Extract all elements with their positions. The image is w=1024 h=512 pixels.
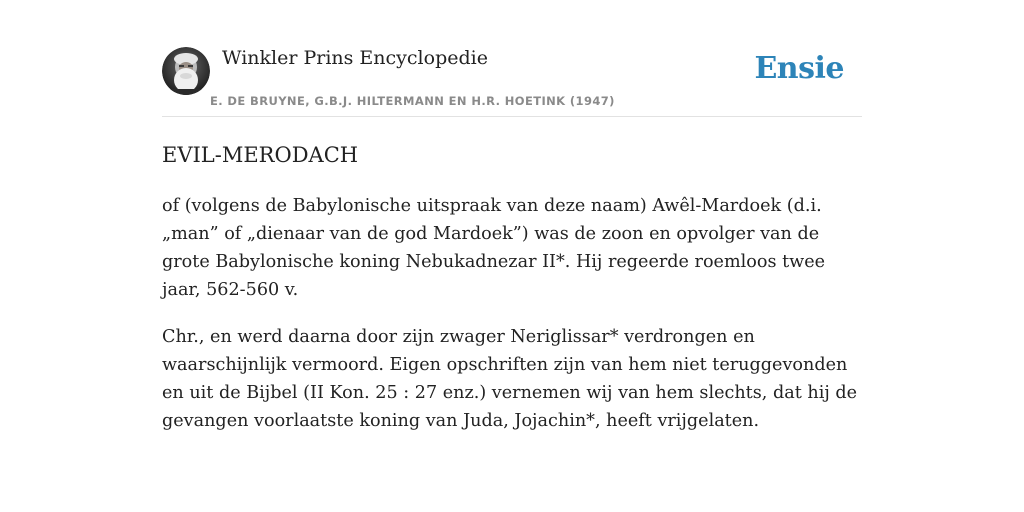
entry-paragraph: Chr., en werd daarna door zijn zwager Neriglissar* verdrongen en waarschijnlijk vermoord. Eigen opschriften zijn van hem niet teruggevonden en uit de Bijbel (II Kon. 25 : 27 enz.) vernemen wij van hem slechts, dat hij de gevangen voorlaatste koning van Juda, Jojachin*, heeft vrijgelaten. (162, 327, 858, 431)
avatar[interactable] (162, 47, 210, 95)
entry-body (162, 192, 862, 454)
brand-logo[interactable]: Ensie (754, 51, 844, 86)
entry-paragraph: of (volgens de Babylonische uitspraak van deze naam) Awêl-Mardoek (d.i. „man” of „dienaar van de god Mardoek”) was de zoon en opvolger van de grote Babylonische koning Nebukadnezar II*. Hij regeerde roemloos twee jaar, 562-560 v. (162, 196, 826, 300)
authors-line: E. DE BRUYNE, G.B.J. HILTERMANN EN H.R. HOETINK (1947) (210, 94, 615, 108)
site-header (162, 46, 862, 117)
site-title[interactable]: Winkler Prins Encyclopedie (222, 47, 488, 69)
entry-title: EVIL-MERODACH (162, 143, 359, 167)
portrait-icon (162, 47, 210, 95)
